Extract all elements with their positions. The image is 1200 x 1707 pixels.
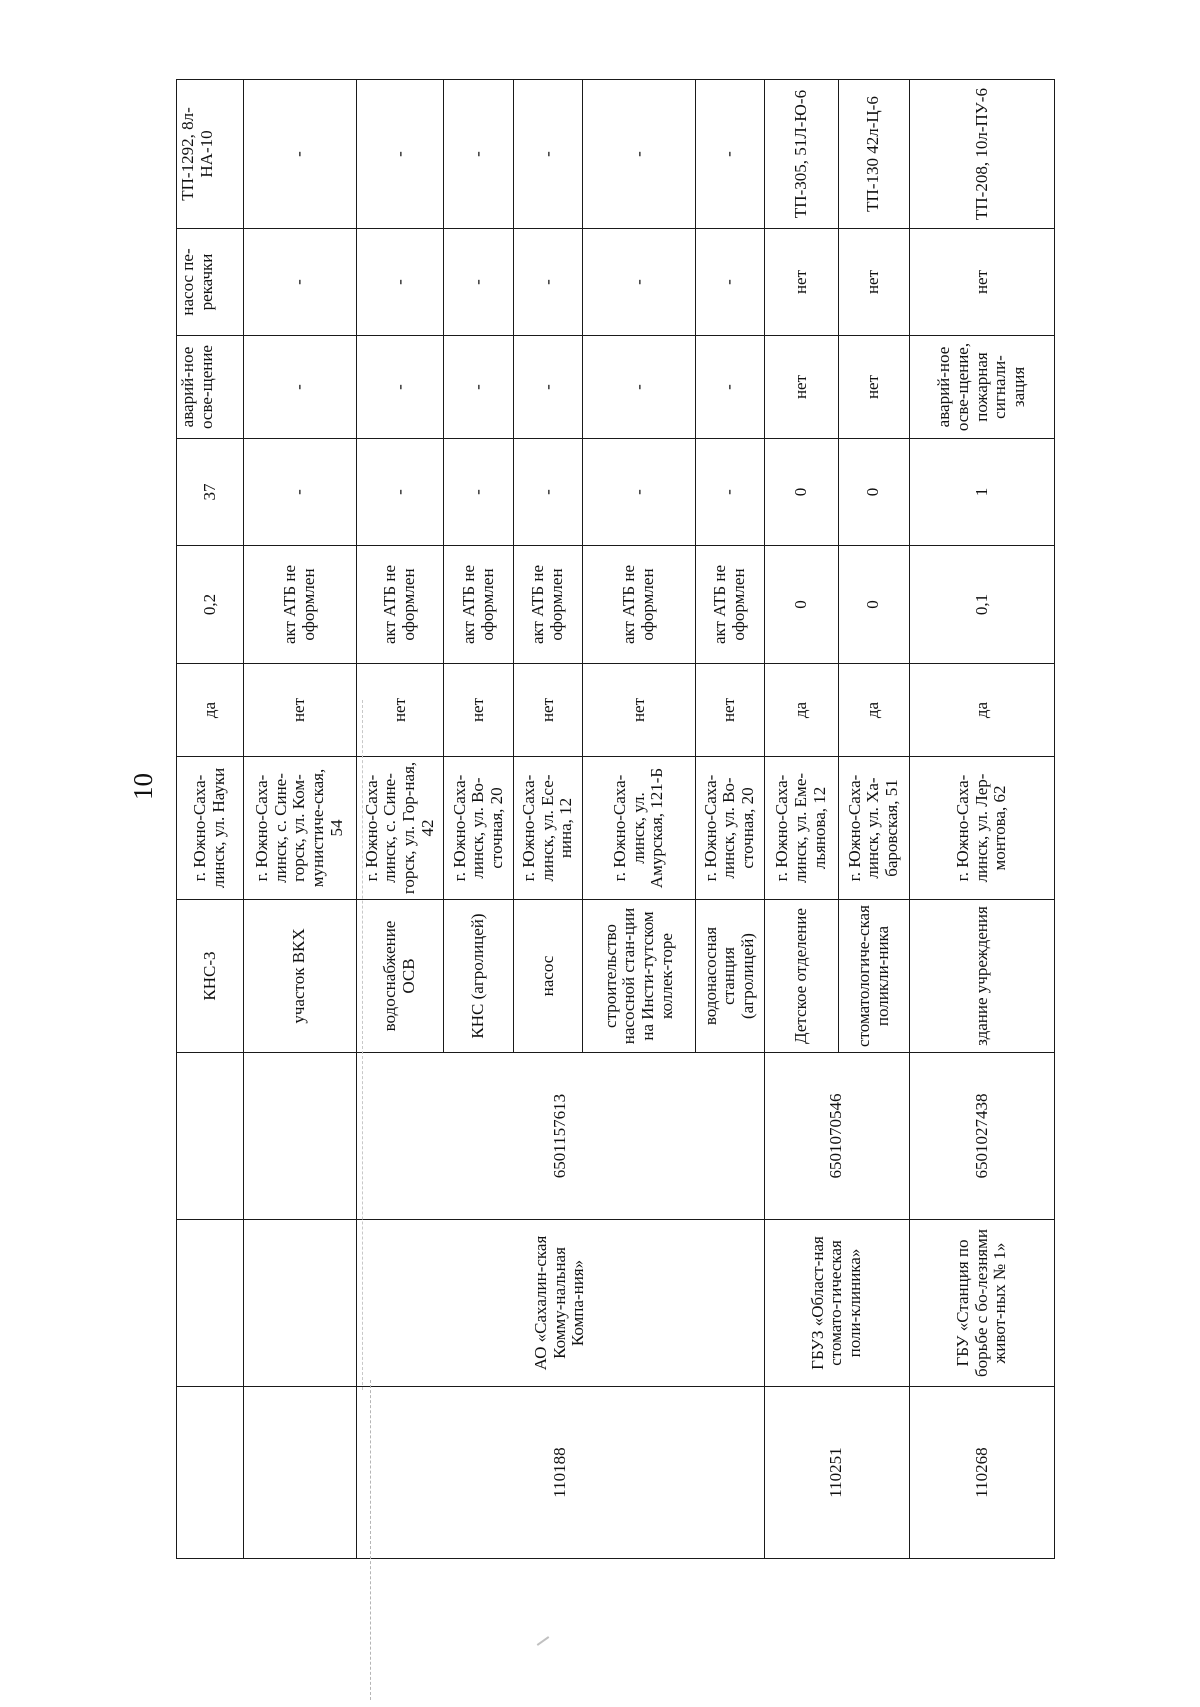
code-cell: 6501157613 <box>356 1053 764 1220</box>
object-cell: водонасосная станция (агролицей) <box>695 900 764 1053</box>
org-name-cell: АО «Сахалин-ская Комму-нальная Компа-ния» <box>356 1220 764 1387</box>
address-cell: г. Южно-Саха-линск, ул. Науки <box>177 757 244 900</box>
rotated-table-wrapper <box>176 80 1055 1559</box>
emergency-cell: - <box>695 336 764 439</box>
address-cell: г. Южно-Саха-линск, ул. Во-сточная, 20 <box>444 757 514 900</box>
emergency-cell: аварий-ное осве-щение, пожарная сигнали-зация <box>909 336 1054 439</box>
object-cell: строительство насосной стан-ции на Инсти-тутском коллек-торе <box>583 900 696 1053</box>
flag-cell: нет <box>695 664 764 757</box>
emergency-cell: - <box>514 336 583 439</box>
substation-cell: ТП-305, 51Л-Ю-6 <box>764 80 838 229</box>
code-cell: 6501027438 <box>909 1053 1054 1220</box>
pump-cell: - <box>243 229 356 336</box>
address-cell: г. Южно-Саха-линск, ул. Еме-льянова, 12 <box>764 757 838 900</box>
emergency-cell: - <box>356 336 444 439</box>
pump-cell: - <box>695 229 764 336</box>
address-cell: г. Южно-Саха-линск, с. Сине-горск, ул. Ком-мунистиче-ская, 54 <box>243 757 356 900</box>
flag-cell: да <box>177 664 244 757</box>
pump-cell: - <box>514 229 583 336</box>
code-cell: 6501070546 <box>764 1053 909 1220</box>
object-cell: КНС (агролицей) <box>444 900 514 1053</box>
value-cell: 0,1 <box>909 546 1054 664</box>
table-row <box>356 80 444 1559</box>
pump-cell: нет <box>764 229 838 336</box>
count-cell: - <box>583 439 696 546</box>
count-cell: 37 <box>177 439 244 546</box>
substation-cell: - <box>514 80 583 229</box>
emergency-cell: нет <box>764 336 838 439</box>
code-cell <box>243 1053 356 1220</box>
object-cell: стоматологиче-ская поликли-ника <box>838 900 909 1053</box>
flag-cell: нет <box>514 664 583 757</box>
substation-cell: ТП-208, 10л-ПУ-6 <box>909 80 1054 229</box>
table-row <box>243 80 356 1559</box>
org-name-cell <box>243 1220 356 1387</box>
object-cell: здание учреждения <box>909 900 1054 1053</box>
address-cell: г. Южно-Саха-линск, ул. Есе-нина, 12 <box>514 757 583 900</box>
value-cell: 0 <box>838 546 909 664</box>
flag-cell: да <box>909 664 1054 757</box>
value-cell: акт АТБ не оформлен <box>243 546 356 664</box>
object-cell: насос <box>514 900 583 1053</box>
pump-cell: - <box>444 229 514 336</box>
value-cell: акт АТБ не оформлен <box>444 546 514 664</box>
address-cell: г. Южно-Саха-линск, ул. Во-сточная, 20 <box>695 757 764 900</box>
value-cell: акт АТБ не оформлен <box>356 546 444 664</box>
org-name-cell: ГБУ «Станция по борьбе с бо-лезнями живот-ных № 1» <box>909 1220 1054 1387</box>
object-cell: участок ВКХ <box>243 900 356 1053</box>
value-cell: акт АТБ не оформлен <box>695 546 764 664</box>
count-cell: - <box>514 439 583 546</box>
flag-cell: нет <box>583 664 696 757</box>
emergency-cell: нет <box>838 336 909 439</box>
count-cell: 1 <box>909 439 1054 546</box>
count-cell: - <box>444 439 514 546</box>
pump-cell: нет <box>838 229 909 336</box>
emergency-cell: аварий-ное осве-щение <box>177 336 244 439</box>
flag-cell: да <box>764 664 838 757</box>
emergency-cell: - <box>583 336 696 439</box>
object-cell: КНС-3 <box>177 900 244 1053</box>
scan-speck <box>537 1636 550 1646</box>
org-name-cell <box>177 1220 244 1387</box>
inn-cell <box>243 1387 356 1559</box>
pump-cell: насос пе-рекачки <box>177 229 244 336</box>
count-cell: - <box>243 439 356 546</box>
code-cell <box>177 1053 244 1220</box>
inn-cell: 110268 <box>909 1387 1054 1559</box>
emergency-cell: - <box>243 336 356 439</box>
substation-cell: - <box>583 80 696 229</box>
count-cell: 0 <box>764 439 838 546</box>
address-cell: г. Южно-Саха-линск, ул. Ха-баровская, 51 <box>838 757 909 900</box>
table-row <box>764 80 838 1559</box>
inn-cell <box>177 1387 244 1559</box>
count-cell: - <box>356 439 444 546</box>
pump-cell: - <box>356 229 444 336</box>
address-cell: г. Южно-Саха-линск, с. Сине-горск, ул. Гор-ная, 42 <box>356 757 444 900</box>
substation-cell: - <box>356 80 444 229</box>
object-cell: Детское отделение <box>764 900 838 1053</box>
count-cell: 0 <box>838 439 909 546</box>
page-number: 10 <box>128 773 158 800</box>
substation-cell: ТП-1292, 8л-НА-10 <box>177 80 244 229</box>
flag-cell: нет <box>356 664 444 757</box>
emergency-cell: - <box>444 336 514 439</box>
pump-cell: - <box>583 229 696 336</box>
inn-cell: 110251 <box>764 1387 909 1559</box>
org-name-cell: ГБУЗ «Област-ная стомато-гическая поли-клиника» <box>764 1220 909 1387</box>
flag-cell: нет <box>444 664 514 757</box>
value-cell: акт АТБ не оформлен <box>514 546 583 664</box>
substation-cell: - <box>695 80 764 229</box>
value-cell: 0 <box>764 546 838 664</box>
object-cell: водоснабжение ОСВ <box>356 900 444 1053</box>
substation-cell: - <box>444 80 514 229</box>
pump-cell: нет <box>909 229 1054 336</box>
value-cell: 0,2 <box>177 546 244 664</box>
table-row <box>177 80 244 1559</box>
count-cell: - <box>695 439 764 546</box>
address-cell: г. Южно-Саха-линск, ул. Лер-монтова, 62 <box>909 757 1054 900</box>
inn-cell: 110188 <box>356 1387 764 1559</box>
substation-cell: - <box>243 80 356 229</box>
table-row <box>909 80 1054 1559</box>
objects-table <box>176 79 1055 1559</box>
value-cell: акт АТБ не оформлен <box>583 546 696 664</box>
flag-cell: нет <box>243 664 356 757</box>
address-cell: г. Южно-Саха-линск, ул. Амурская, 121-Б <box>583 757 696 900</box>
flag-cell: да <box>838 664 909 757</box>
substation-cell: ТП-130 42л-Ц-6 <box>838 80 909 229</box>
